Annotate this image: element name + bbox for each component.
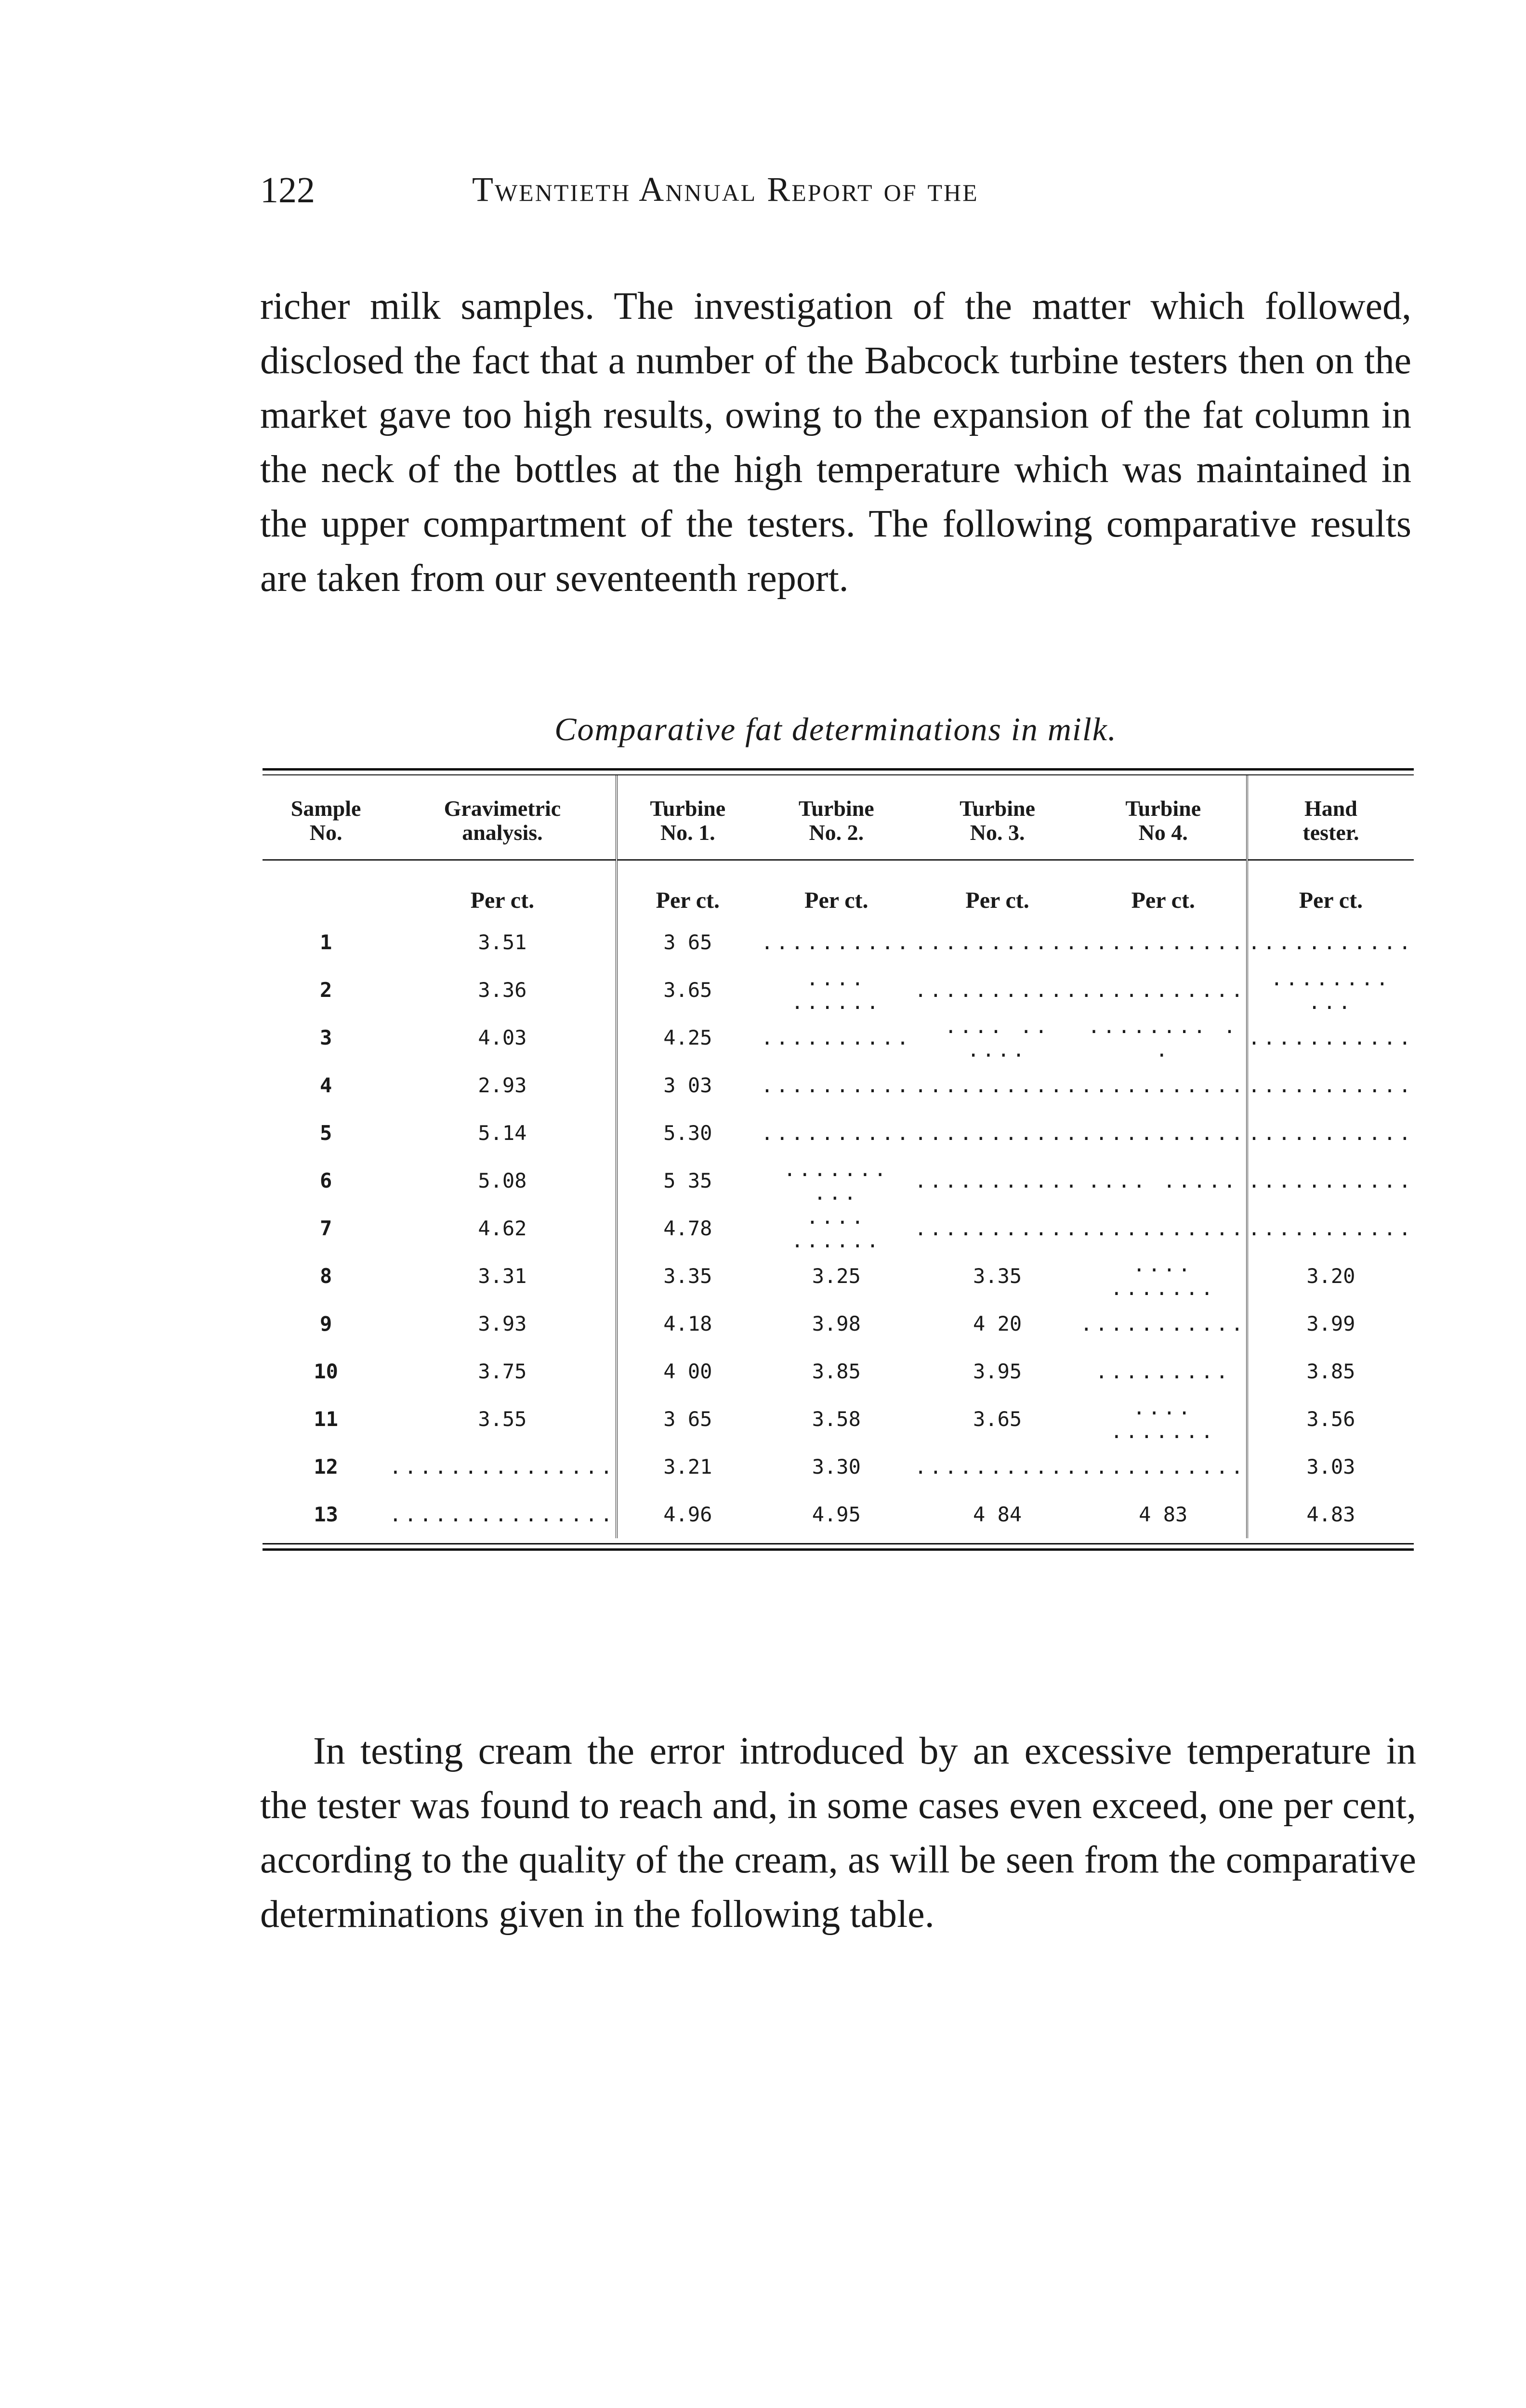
cell-turbine-3: ........... xyxy=(914,1169,1080,1192)
cell-turbine-4: ........... xyxy=(1080,930,1246,954)
cell-turbine-3: ........... xyxy=(914,1217,1080,1240)
cell-gravimetric: 5.14 xyxy=(478,1121,527,1145)
table-body xyxy=(263,860,1414,1539)
cell-turbine-1: 5.30 xyxy=(617,1109,759,1157)
cell-hand-tester: ........ ... xyxy=(1247,966,1414,1014)
table-row xyxy=(263,1109,1414,1157)
cell-turbine-1: 4.18 xyxy=(617,1300,759,1348)
cell-turbine-3: ........... xyxy=(914,1073,1080,1097)
cell-turbine-2: .......... xyxy=(761,930,912,954)
table-caption: Comparative fat determinations in milk. xyxy=(554,711,1117,747)
cell-sample: 3 xyxy=(319,1026,332,1049)
table-row xyxy=(263,1491,1414,1538)
cell-turbine-1: 4.25 xyxy=(617,1014,759,1061)
unit-turbine-3: Per ct. xyxy=(965,888,1029,913)
fat-determinations-table xyxy=(263,768,1414,1551)
table-row xyxy=(263,1395,1414,1443)
cell-turbine-4: ........... xyxy=(1080,1455,1246,1479)
cell-gravimetric: 3.55 xyxy=(478,1407,527,1431)
table-header-row xyxy=(263,775,1414,860)
cell-turbine-3: ........... xyxy=(914,1455,1080,1479)
cell-turbine-2: 3.85 xyxy=(812,1360,861,1383)
cell-turbine-4: ........ . . xyxy=(1088,1014,1239,1061)
cell-sample: 12 xyxy=(314,1455,338,1479)
cell-hand-tester: 3.85 xyxy=(1247,1348,1414,1395)
cell-gravimetric: 3.93 xyxy=(478,1312,527,1335)
cell-hand-tester: ........... xyxy=(1247,1109,1414,1157)
cell-hand-tester: ........... xyxy=(1247,1061,1414,1109)
cell-turbine-2: 4.95 xyxy=(812,1503,861,1526)
cell-turbine-4: .... ..... xyxy=(1088,1169,1239,1192)
table-row xyxy=(263,966,1414,1014)
cell-sample: 11 xyxy=(314,1407,338,1431)
unit-turbine-2: Per ct. xyxy=(804,888,868,913)
cell-turbine-3: 4 84 xyxy=(973,1503,1022,1526)
cell-turbine-2: 3.25 xyxy=(812,1264,861,1288)
cell-turbine-1: 4.96 xyxy=(617,1491,759,1538)
cell-turbine-2: 3.98 xyxy=(812,1312,861,1335)
cell-turbine-4: .... ....... xyxy=(1110,1395,1216,1443)
cell-sample: 10 xyxy=(314,1360,338,1383)
cell-gravimetric: 4.03 xyxy=(478,1026,527,1049)
cell-gravimetric: ............... xyxy=(389,1455,616,1479)
cell-turbine-2: .... ...... xyxy=(791,966,882,1014)
cell-sample: 2 xyxy=(319,978,332,1002)
table-row xyxy=(263,1348,1414,1395)
cell-turbine-4: 4 83 xyxy=(1139,1503,1188,1526)
column-header-gravimetric: Gravimetric analysis. xyxy=(444,796,561,845)
cell-hand-tester: 3.99 xyxy=(1247,1300,1414,1348)
cell-turbine-4: ........... xyxy=(1080,1073,1246,1097)
cell-turbine-3: 3.65 xyxy=(973,1407,1022,1431)
cell-hand-tester: 3.56 xyxy=(1247,1395,1414,1443)
table-row xyxy=(263,1443,1414,1491)
cell-turbine-2: .... ...... xyxy=(791,1204,882,1252)
column-header-turbine-3: Turbine No. 3. xyxy=(960,796,1035,845)
unit-hand-tester: Per ct. xyxy=(1247,860,1414,919)
column-header-turbine-2: Turbine No. 2. xyxy=(798,796,874,845)
cell-turbine-3: ........... xyxy=(914,1121,1080,1145)
table-row xyxy=(263,1061,1414,1109)
units-row xyxy=(263,860,1414,919)
cell-turbine-1: 5 35 xyxy=(617,1157,759,1204)
cell-turbine-3: 3.95 xyxy=(973,1360,1022,1383)
cell-gravimetric: ............... xyxy=(389,1503,616,1526)
page-header xyxy=(260,170,1416,213)
cell-turbine-4: ........... xyxy=(1080,978,1246,1002)
cell-turbine-4: ......... xyxy=(1095,1360,1231,1383)
table-row xyxy=(263,1204,1414,1252)
cell-turbine-4: ........... xyxy=(1080,1312,1246,1335)
cell-turbine-3: ........... xyxy=(914,930,1080,954)
column-header-turbine-1: Turbine No. 1. xyxy=(617,775,759,860)
cell-turbine-2: .......... xyxy=(761,1026,912,1049)
cell-gravimetric: 3.75 xyxy=(478,1360,527,1383)
cell-turbine-4: ........... xyxy=(1080,1217,1246,1240)
unit-gravimetric: Per ct. xyxy=(470,888,535,913)
cell-hand-tester: 4.83 xyxy=(1247,1491,1414,1538)
cell-gravimetric: 5.08 xyxy=(478,1169,527,1192)
body-paragraph-2-text: In testing cream the error introduced by an excessive temperature in the tester was found to reach and, in some cases even exceed, one per cent, according to the quality of the cream, as will be seen from the comparative determinations given in the following table. xyxy=(260,1730,1416,1936)
cell-hand-tester: ........... xyxy=(1247,1204,1414,1252)
table-row xyxy=(263,918,1414,966)
table-row xyxy=(263,1300,1414,1348)
cell-hand-tester: ........... xyxy=(1247,1157,1414,1204)
table-bottom-rule xyxy=(263,1543,1414,1551)
cell-sample: 6 xyxy=(319,1169,332,1192)
cell-turbine-1: 3.65 xyxy=(617,966,759,1014)
cell-turbine-3: 3.35 xyxy=(973,1264,1022,1288)
cell-sample: 7 xyxy=(319,1217,332,1240)
cell-hand-tester: ........... xyxy=(1247,1014,1414,1061)
cell-turbine-1: 3.21 xyxy=(617,1443,759,1491)
cell-turbine-4: ........... xyxy=(1080,1121,1246,1145)
column-header-sample: Sample No. xyxy=(290,796,361,845)
cell-sample: 13 xyxy=(314,1503,338,1526)
cell-gravimetric: 3.31 xyxy=(478,1264,527,1288)
table-row xyxy=(263,1157,1414,1204)
body-paragraph-1: richer milk samples. The investigation of the matter which followed, disclosed the fact that a number of the Babcock turbine testers then on the market gave too high results, owing to the expansion of the fat column in the neck of the bottles at the high temperature which was maintained in the upper compartment of the testers. The following comparative results are taken from our seventeenth report. xyxy=(260,285,1411,600)
cell-turbine-3: .... .. .... xyxy=(945,1014,1051,1061)
cell-sample: 8 xyxy=(319,1264,332,1288)
cell-hand-tester: 3.03 xyxy=(1247,1443,1414,1491)
cell-sample: 1 xyxy=(319,930,332,954)
unit-sample xyxy=(263,860,389,919)
page-number: 122 xyxy=(260,170,315,210)
cell-turbine-1: 4 00 xyxy=(617,1348,759,1395)
cell-hand-tester: ........... xyxy=(1247,918,1414,966)
cell-gravimetric: 4.62 xyxy=(478,1217,527,1240)
cell-turbine-3: 4 20 xyxy=(973,1312,1022,1335)
cell-turbine-2: 3.58 xyxy=(812,1407,861,1431)
cell-gravimetric: 2.93 xyxy=(478,1073,527,1097)
cell-turbine-1: 3.35 xyxy=(617,1252,759,1300)
cell-turbine-1: 3 65 xyxy=(617,918,759,966)
cell-gravimetric: 3.36 xyxy=(478,978,527,1002)
cell-hand-tester: 3.20 xyxy=(1247,1252,1414,1300)
cell-turbine-2: 3.30 xyxy=(812,1455,861,1479)
cell-turbine-2: ....... ... xyxy=(783,1157,889,1204)
column-header-turbine-4: Turbine No 4. xyxy=(1125,796,1201,845)
column-header-hand-tester: Hand tester. xyxy=(1247,775,1414,860)
cell-turbine-1: 3 03 xyxy=(617,1061,759,1109)
body-paragraph-2 xyxy=(260,1724,1416,1942)
cell-sample: 5 xyxy=(319,1121,332,1145)
cell-gravimetric: 3.51 xyxy=(478,930,527,954)
cell-turbine-1: 4.78 xyxy=(617,1204,759,1252)
table-row xyxy=(263,1014,1414,1061)
cell-sample: 4 xyxy=(319,1073,332,1097)
running-title: Twentieth Annual Report of the xyxy=(472,170,979,209)
data-table xyxy=(263,775,1414,1538)
cell-turbine-1: 3 65 xyxy=(617,1395,759,1443)
cell-turbine-2: .......... xyxy=(761,1121,912,1145)
table-row xyxy=(263,1252,1414,1300)
cell-turbine-2: .......... xyxy=(761,1073,912,1097)
cell-sample: 9 xyxy=(319,1312,332,1335)
unit-turbine-4: Per ct. xyxy=(1131,888,1195,913)
cell-turbine-4: .... ....... xyxy=(1110,1252,1216,1300)
cell-turbine-3: ........... xyxy=(914,978,1080,1002)
table-top-rule xyxy=(263,768,1414,775)
unit-turbine-1: Per ct. xyxy=(617,860,759,919)
